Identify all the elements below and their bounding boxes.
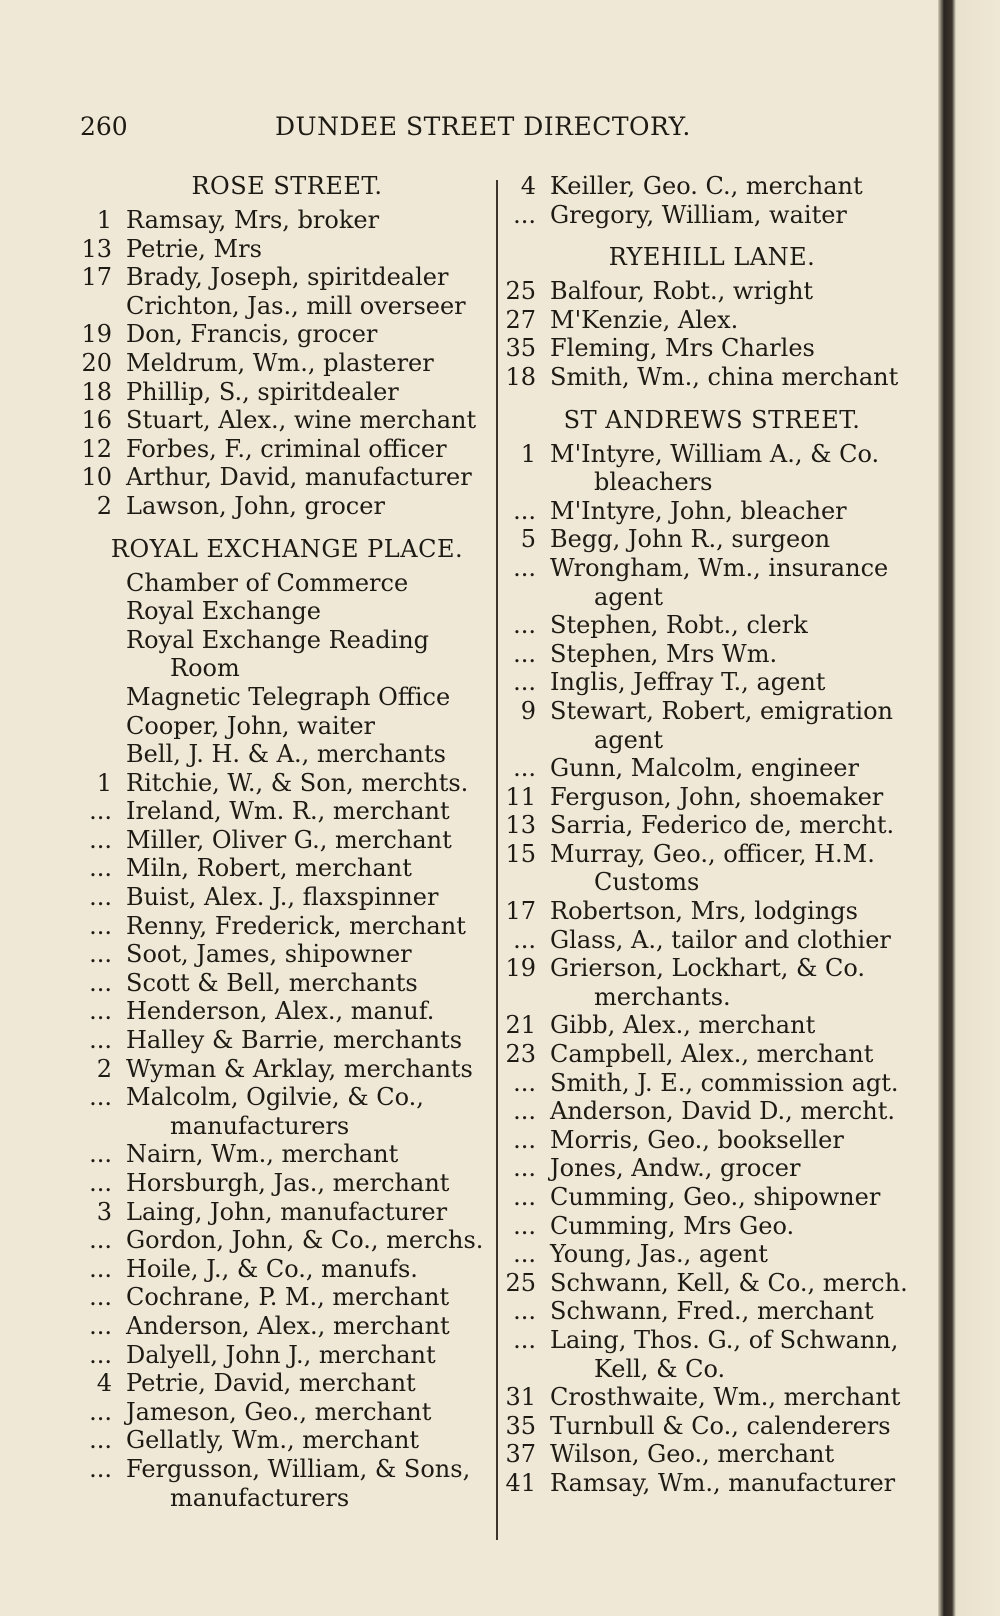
house-number: 15 xyxy=(505,839,536,868)
house-number: ... xyxy=(89,797,112,826)
directory-entry xyxy=(502,1011,922,1040)
directory-entry xyxy=(78,969,496,998)
house-number: 3 xyxy=(96,1197,112,1226)
house-number: ... xyxy=(89,1254,112,1283)
house-number: ... xyxy=(513,639,536,668)
house-number: ... xyxy=(89,1397,112,1426)
house-number: 1 xyxy=(520,439,536,468)
house-number: ... xyxy=(513,1154,536,1183)
entry-text: Schwann, Fred., merchant xyxy=(550,1297,874,1326)
directory-entry xyxy=(502,1069,922,1098)
house-number: ... xyxy=(89,1226,112,1255)
directory-entry xyxy=(78,1226,496,1255)
house-number: ... xyxy=(89,1140,112,1169)
house-number: 37 xyxy=(505,1440,536,1469)
street-heading: RYEHILL LANE. xyxy=(608,243,816,272)
entry-text: Ramsay, Wm., manufacturer xyxy=(550,1468,896,1497)
house-number: 27 xyxy=(505,305,536,334)
entry-text: Magnetic Telegraph Office xyxy=(126,682,451,711)
directory-entry xyxy=(502,840,922,897)
directory-entry xyxy=(78,769,496,798)
entry-continuation: Customs xyxy=(594,868,700,897)
entry-text: Ireland, Wm. R., merchant xyxy=(126,797,450,826)
house-number: ... xyxy=(513,553,536,582)
entry-text: Nairn, Wm., merchant xyxy=(126,1140,399,1169)
directory-entry xyxy=(502,668,922,697)
entry-text: Campbell, Alex., merchant xyxy=(550,1040,874,1069)
house-number: ... xyxy=(89,968,112,997)
directory-entry xyxy=(78,463,496,492)
house-number: ... xyxy=(89,883,112,912)
house-number: ... xyxy=(89,997,112,1026)
directory-entry xyxy=(78,206,496,235)
house-number: ... xyxy=(89,940,112,969)
directory-entry xyxy=(78,940,496,969)
directory-entry xyxy=(78,378,496,407)
entry-text: Miller, Oliver G., merchant xyxy=(126,825,452,854)
house-number: ... xyxy=(89,1426,112,1455)
directory-entry xyxy=(78,740,496,769)
entry-text: Crosthwaite, Wm., merchant xyxy=(550,1383,901,1412)
house-number: ... xyxy=(513,200,536,229)
entry-text: Stewart, Robert, emigration xyxy=(550,696,893,725)
house-number: ... xyxy=(89,1340,112,1369)
house-number: ... xyxy=(513,1240,536,1269)
directory-entry xyxy=(502,811,922,840)
entry-text: Chamber of Commerce xyxy=(126,568,409,597)
directory-entry xyxy=(502,440,922,497)
directory-entry xyxy=(78,1255,496,1284)
house-number: 35 xyxy=(505,1411,536,1440)
house-number: ... xyxy=(513,1325,536,1354)
entry-text: Ramsay, Mrs, broker xyxy=(126,206,380,234)
entry-text: Lawson, John, grocer xyxy=(126,491,385,520)
directory-entry xyxy=(502,1297,922,1326)
entry-text: Morris, Geo., bookseller xyxy=(550,1125,844,1154)
entry-text: Ferguson, John, shoemaker xyxy=(550,782,884,811)
directory-entry xyxy=(502,201,922,230)
entry-continuation: bleachers xyxy=(594,468,713,497)
directory-entry xyxy=(78,883,496,912)
directory-entry xyxy=(78,569,496,598)
entry-text: Keiller, Geo. C., merchant xyxy=(550,172,863,200)
house-number: 1 xyxy=(96,768,112,797)
entry-text: Stephen, Mrs Wm. xyxy=(550,639,778,668)
entry-text: Grierson, Lockhart, & Co. xyxy=(550,954,865,983)
directory-entry xyxy=(502,1326,922,1383)
book-gutter xyxy=(938,0,1000,1616)
entry-text: Wyman & Arklay, merchants xyxy=(126,1054,473,1083)
house-number: 9 xyxy=(520,696,536,725)
directory-entry xyxy=(502,1269,922,1298)
entry-text: Young, Jas., agent xyxy=(550,1240,768,1269)
directory-entry xyxy=(78,1426,496,1455)
section-gap xyxy=(78,521,496,535)
house-number: ... xyxy=(89,854,112,883)
house-number: 25 xyxy=(505,1268,536,1297)
house-number: ... xyxy=(89,1454,112,1483)
entry-text: Miln, Robert, merchant xyxy=(126,854,412,883)
entry-text: Gunn, Malcolm, engineer xyxy=(550,754,859,783)
directory-entry xyxy=(78,1083,496,1140)
directory-entry xyxy=(78,1312,496,1341)
entry-text: Hoile, J., & Co., manufs. xyxy=(126,1254,418,1283)
entry-text: Gregory, William, waiter xyxy=(550,200,847,229)
directory-entry xyxy=(502,1154,922,1183)
entry-text: Scott & Bell, merchants xyxy=(126,968,418,997)
entry-text: Henderson, Alex., manuf. xyxy=(126,997,435,1026)
entry-text: Schwann, Kell, & Co., merch. xyxy=(550,1268,908,1297)
street-heading: ROSE STREET. xyxy=(191,172,383,200)
house-number: ... xyxy=(513,1297,536,1326)
house-number: ... xyxy=(513,754,536,783)
house-number: 23 xyxy=(505,1040,536,1069)
directory-entry xyxy=(502,1097,922,1126)
house-number: 10 xyxy=(81,463,112,492)
entry-text: Royal Exchange xyxy=(126,597,321,626)
directory-entry xyxy=(502,1440,922,1469)
entry-text: Smith, J. E., commission agt. xyxy=(550,1068,899,1097)
house-number: ... xyxy=(89,1283,112,1312)
entry-text: Fleming, Mrs Charles xyxy=(550,334,815,363)
directory-entry xyxy=(78,912,496,941)
directory-entry xyxy=(502,363,922,392)
directory-entry xyxy=(78,1341,496,1370)
house-number: 18 xyxy=(81,377,112,406)
entry-text: Begg, John R., surgeon xyxy=(550,525,831,554)
house-number: ... xyxy=(89,911,112,940)
directory-entry xyxy=(78,235,496,264)
house-number: 16 xyxy=(81,406,112,435)
directory-entry xyxy=(502,926,922,955)
entry-text: Balfour, Robt., wright xyxy=(550,277,814,306)
directory-entry xyxy=(78,263,496,292)
entry-text: Fergusson, William, & Sons, xyxy=(126,1454,471,1483)
directory-entry xyxy=(502,954,922,1011)
house-number: 17 xyxy=(81,263,112,292)
directory-entry xyxy=(502,640,922,669)
house-number: 18 xyxy=(505,362,536,391)
entry-text: Robertson, Mrs, lodgings xyxy=(550,897,858,926)
entry-text: Stuart, Alex., wine merchant xyxy=(126,406,477,435)
column-divider xyxy=(496,180,498,1540)
house-number: 4 xyxy=(96,1369,112,1398)
street-heading: ST ANDREWS STREET. xyxy=(563,405,861,434)
directory-entry xyxy=(78,797,496,826)
directory-entry xyxy=(78,1198,496,1227)
directory-entry xyxy=(78,1055,496,1084)
house-number: 21 xyxy=(505,1011,536,1040)
house-number: 5 xyxy=(520,525,536,554)
entry-text: Cumming, Geo., shipowner xyxy=(550,1183,881,1211)
house-number: 19 xyxy=(81,320,112,349)
directory-entry xyxy=(502,1183,922,1212)
entry-text: Anderson, David D., mercht. xyxy=(550,1097,895,1126)
directory-entry xyxy=(502,1126,922,1155)
entry-text: Inglis, Jeffray T., agent xyxy=(550,668,826,697)
entry-text: Murray, Geo., officer, H.M. xyxy=(550,839,875,868)
directory-entry xyxy=(78,1140,496,1169)
house-number: ... xyxy=(513,1183,536,1211)
directory-entry xyxy=(78,712,496,741)
entry-text: Smith, Wm., china merchant xyxy=(550,362,899,391)
house-number: ... xyxy=(513,668,536,697)
house-number: ... xyxy=(89,825,112,854)
entry-text: Brady, Joseph, spiritdealer xyxy=(126,263,449,292)
house-number: ... xyxy=(513,1211,536,1240)
section-gap xyxy=(502,229,922,243)
directory-entry xyxy=(78,597,496,626)
left-column xyxy=(78,172,496,1512)
house-number: ... xyxy=(513,1097,536,1126)
directory-entry xyxy=(502,697,922,754)
directory-entry xyxy=(78,1369,496,1398)
directory-entry xyxy=(78,492,496,521)
house-number: 20 xyxy=(81,348,112,377)
entry-text: Bell, J. H. & A., merchants xyxy=(126,740,446,769)
entry-text: Wilson, Geo., merchant xyxy=(550,1440,835,1469)
directory-entry xyxy=(502,306,922,335)
directory-entry xyxy=(78,683,496,712)
entry-text: Sarria, Federico de, mercht. xyxy=(550,811,895,840)
house-number: ... xyxy=(513,1125,536,1154)
entry-text: Stephen, Robt., clerk xyxy=(550,611,808,640)
entry-text: Turnbull & Co., calenderers xyxy=(550,1411,891,1440)
house-number: ... xyxy=(89,1311,112,1340)
entry-text: M'Kenzie, Alex. xyxy=(550,305,739,334)
house-number: 4 xyxy=(520,172,536,200)
entry-text: Dalyell, John J., merchant xyxy=(126,1340,436,1369)
directory-entry xyxy=(78,320,496,349)
house-number: ... xyxy=(89,1169,112,1197)
directory-entry xyxy=(78,292,496,321)
entry-text: Soot, James, shipowner xyxy=(126,940,412,969)
directory-entry xyxy=(502,1040,922,1069)
entry-text: Horsburgh, Jas., merchant xyxy=(126,1169,450,1197)
entry-text: M'Intyre, John, bleacher xyxy=(550,496,847,525)
directory-entry xyxy=(502,334,922,363)
directory-entry xyxy=(502,1469,922,1498)
directory-entry xyxy=(78,997,496,1026)
entry-text: Petrie, Mrs xyxy=(126,234,262,263)
entry-text: Halley & Barrie, merchants xyxy=(126,1026,463,1055)
entry-text: Don, Francis, grocer xyxy=(126,320,378,349)
entry-continuation: Room xyxy=(170,654,240,683)
directory-entry xyxy=(78,826,496,855)
directory-entry xyxy=(78,1398,496,1427)
page-number: 260 xyxy=(80,112,128,141)
directory-entry xyxy=(502,1212,922,1241)
directory-entry xyxy=(502,554,922,611)
right-column xyxy=(502,172,922,1498)
entry-text: Cumming, Mrs Geo. xyxy=(550,1211,795,1240)
house-number: ... xyxy=(89,1026,112,1055)
directory-entry xyxy=(502,897,922,926)
entry-text: Royal Exchange Reading xyxy=(126,625,430,654)
entry-continuation: manufacturers xyxy=(170,1483,350,1512)
entry-text: Renny, Frederick, merchant xyxy=(126,911,466,940)
entry-text: Cochrane, P. M., merchant xyxy=(126,1283,450,1312)
directory-entry xyxy=(502,1383,922,1412)
page-header xyxy=(80,112,710,148)
directory-entry xyxy=(78,854,496,883)
directory-entry xyxy=(502,525,922,554)
entry-text: Crichton, Jas., mill overseer xyxy=(126,291,466,320)
entry-text: Phillip, S., spiritdealer xyxy=(126,377,399,406)
entry-text: Cooper, John, waiter xyxy=(126,711,376,740)
section-gap xyxy=(502,392,922,406)
entry-text: Laing, John, manufacturer xyxy=(126,1197,448,1226)
entry-text: Malcolm, Ogilvie, & Co., xyxy=(126,1083,424,1112)
entry-text: M'Intyre, William A., & Co. xyxy=(550,439,880,468)
directory-entry xyxy=(78,435,496,464)
directory-entry xyxy=(78,1455,496,1512)
directory-entry xyxy=(502,1240,922,1269)
entry-text: Gordon, John, & Co., merchs. xyxy=(126,1226,484,1255)
entry-continuation: Kell, & Co. xyxy=(594,1354,726,1383)
directory-entry xyxy=(502,1412,922,1441)
house-number: 1 xyxy=(96,206,112,234)
house-number: 25 xyxy=(505,277,536,306)
house-number: 35 xyxy=(505,334,536,363)
entry-text: Meldrum, Wm., plasterer xyxy=(126,348,434,377)
directory-entry xyxy=(502,754,922,783)
page-title: DUNDEE STREET DIRECTORY. xyxy=(275,112,691,141)
entry-text: Forbes, F., criminal officer xyxy=(126,434,447,463)
house-number: ... xyxy=(513,925,536,954)
entry-continuation: agent xyxy=(594,725,663,754)
entry-text: Petrie, David, merchant xyxy=(126,1369,416,1398)
house-number: 13 xyxy=(81,234,112,263)
house-number: 11 xyxy=(505,782,536,811)
directory-entry xyxy=(502,172,922,201)
entry-continuation: manufacturers xyxy=(170,1111,350,1140)
house-number: ... xyxy=(513,611,536,640)
directory-entry xyxy=(502,277,922,306)
entry-continuation: merchants. xyxy=(594,982,731,1011)
entry-text: Arthur, David, manufacturer xyxy=(126,463,472,492)
house-number: 2 xyxy=(96,491,112,520)
street-heading: ROYAL EXCHANGE PLACE. xyxy=(110,534,464,563)
house-number: ... xyxy=(89,1083,112,1112)
house-number: 41 xyxy=(505,1468,536,1497)
house-number: 17 xyxy=(505,897,536,926)
entry-text: Jones, Andw., grocer xyxy=(550,1154,801,1183)
entry-text: Ritchie, W., & Son, merchts. xyxy=(126,768,469,797)
entry-text: Wrongham, Wm., insurance xyxy=(550,553,889,582)
entry-continuation: agent xyxy=(594,582,663,611)
directory-entry xyxy=(78,1026,496,1055)
house-number: ... xyxy=(513,1068,536,1097)
entry-text: Anderson, Alex., merchant xyxy=(126,1311,450,1340)
directory-entry xyxy=(78,349,496,378)
directory-entry xyxy=(78,1283,496,1312)
directory-entry xyxy=(78,406,496,435)
house-number: 2 xyxy=(96,1054,112,1083)
house-number: 31 xyxy=(505,1383,536,1412)
entry-text: Gellatly, Wm., merchant xyxy=(126,1426,420,1455)
entry-text: Glass, A., tailor and clothier xyxy=(550,925,891,954)
directory-entry xyxy=(502,783,922,812)
directory-entry xyxy=(78,626,496,683)
house-number: 19 xyxy=(505,954,536,983)
house-number: ... xyxy=(513,496,536,525)
entry-text: Laing, Thos. G., of Schwann, xyxy=(550,1325,899,1354)
house-number: 12 xyxy=(81,434,112,463)
entry-text: Gibb, Alex., merchant xyxy=(550,1011,816,1040)
entry-text: Buist, Alex. J., flaxspinner xyxy=(126,883,439,912)
directory-entry xyxy=(502,497,922,526)
directory-entry xyxy=(502,611,922,640)
directory-entry xyxy=(78,1169,496,1198)
entry-text: Jameson, Geo., merchant xyxy=(126,1397,432,1426)
house-number: 13 xyxy=(505,811,536,840)
